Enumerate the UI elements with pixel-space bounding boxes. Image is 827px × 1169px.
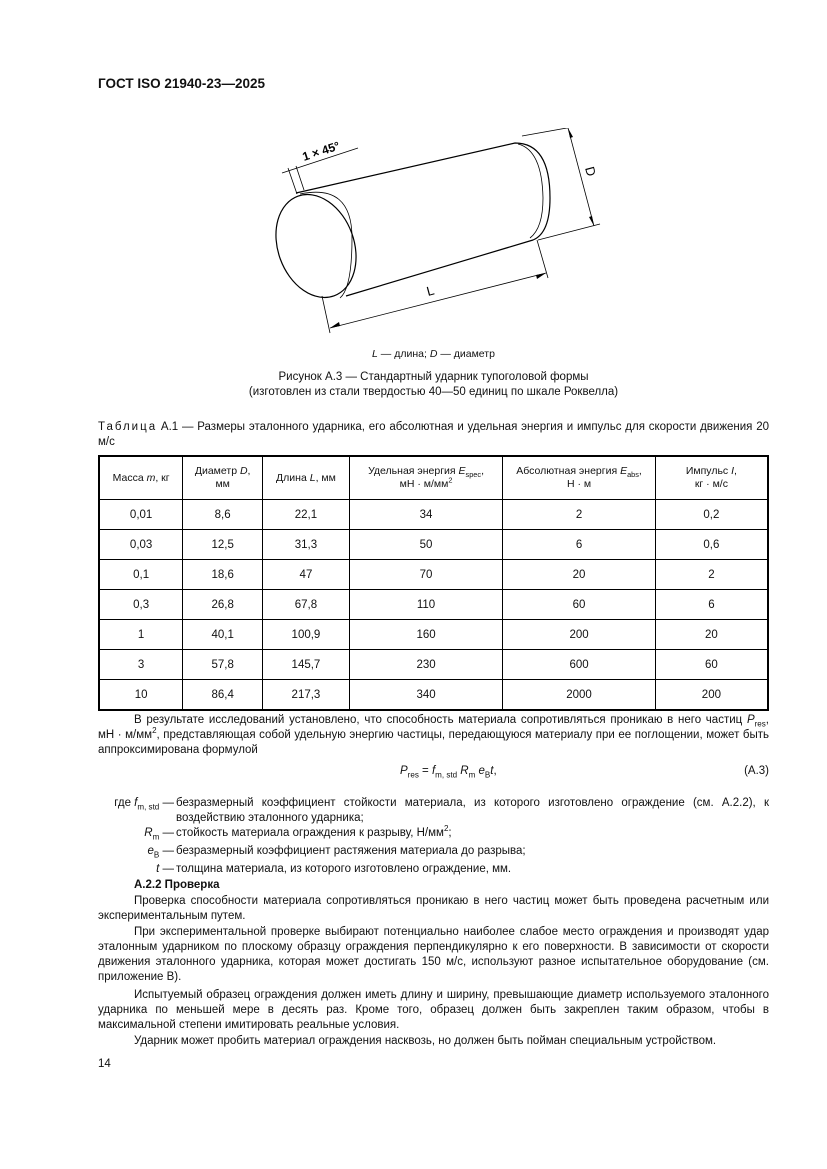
paragraph-striker: Ударник может пробить материал ограждения насквозь, но должен быть пойман специальным устройством. xyxy=(134,1035,717,1047)
page-number: 14 xyxy=(98,1058,111,1070)
where-term-f: где $f_{m, std}$ — xyxy=(114,797,174,812)
where-def-t: толщина материала, из которого изготовлено ограждение, мм. xyxy=(176,863,512,875)
table-row: 0,3 26,8 67,8 110 60 6 xyxy=(99,590,768,620)
table-row: 0,01 8,6 22,1 34 2 0,2 xyxy=(99,500,768,530)
table-row: 0,1 18,6 47 70 20 2 xyxy=(99,560,768,590)
where-term-e: $e_B$ — xyxy=(147,845,174,860)
figure-legend: L — длина; D — диаметр xyxy=(372,348,495,360)
chamfer-label: 1 × 45° xyxy=(300,138,342,164)
striker-figure xyxy=(260,128,610,338)
paragraph-sample: Испытуемый образец ограждения должен иметь длину и ширину, превышающие диаметр используемого эталонного ударника по меньшей мере в десять раз. Кроме того, образец должен быть закреплен таким образом, чтобы в максимальной степени имитировать реальные условия. xyxy=(98,989,769,1031)
table-row: 0,03 12,5 31,3 50 6 0,6 xyxy=(99,530,768,560)
formula-expression: $P_{res} = f_{m, std}$ $R_m$ $e_Bt$, xyxy=(400,765,497,780)
paragraph-experimental: При экспериментальной проверке выбирают потенциально наиболее слабое место ограждения и производят удар эталонным ударником по плоскому образцу ограждения перпендикулярно к его поверхности. В зависимости от скорости движения эталонного ударника, которая может достигать 150 м/с, используют разное испытательное оборудование (см. приложение В). xyxy=(98,926,769,983)
table-header-row xyxy=(99,456,768,500)
paragraph-verification: Проверка способности материала сопротивляться проникаю в него частиц может быть проведена расчетным или экспериментальным путем. xyxy=(98,895,769,922)
diameter-label: D xyxy=(582,164,600,178)
figure-caption-line-2: (изготовлен из стали твердостью 40—50 единиц по шкале Роквелла) xyxy=(248,386,619,398)
header-specific-energy: Удельная энергия $E_{spec}$, мН · $м/мм^2$ xyxy=(349,456,502,500)
table-row: 10 86,4 217,3 340 2000 200 xyxy=(99,680,768,711)
document-code: ГОСТ ISO 21940-23—2025 xyxy=(98,76,265,91)
length-label: L xyxy=(424,282,436,299)
header-diameter: Диаметр D, мм xyxy=(183,456,263,500)
paragraph-resistance: В результате исследований установлено, что способность материала сопротивляться проникаю в него частиц $P_{res}$, мН · $м/мм^2$, представляющая собой удельную энергию частицы, передающуюся материалу при ее поглощении, может быть аппроксимирована формулой xyxy=(98,714,769,756)
striker-table xyxy=(98,455,769,711)
table-row: 1 40,1 100,9 160 200 20 xyxy=(99,620,768,650)
header-length: Длина L, мм xyxy=(263,456,350,500)
header-mass: Масса m, кг xyxy=(99,456,183,500)
header-absolute-energy: Абсолютная энергия $E_{abs}$, Н · м xyxy=(503,456,656,500)
section-title: А.2.2 Проверка xyxy=(134,879,220,891)
header-impulse: Импульс I, кг · м/с xyxy=(655,456,768,500)
figure-caption-line-1: Рисунок А.3 — Стандартный ударник тупоголовой формы xyxy=(278,371,589,383)
where-term-r: $R_m$ — xyxy=(144,827,174,842)
table-row: 3 57,8 145,7 230 600 60 xyxy=(99,650,768,680)
where-term-t: t — xyxy=(156,863,174,875)
where-def-f: безразмерный коэффициент стойкости материала, из которого изготовлено ограждение (см. А.2.2), к воздействию эталонного ударника; xyxy=(176,797,769,824)
table-caption: Таблица А.1 — Размеры эталонного ударника, его абсолютная и удельная энергия и импульс для скорости движения 20 м/с xyxy=(98,421,769,448)
formula-number: (А.3) xyxy=(744,765,769,777)
where-def-r: стойкость материала ограждения к разрыву, $Н/мм^2$; xyxy=(176,824,452,839)
where-def-e: безразмерный коэффициент растяжения материала до разрыва; xyxy=(176,845,526,857)
